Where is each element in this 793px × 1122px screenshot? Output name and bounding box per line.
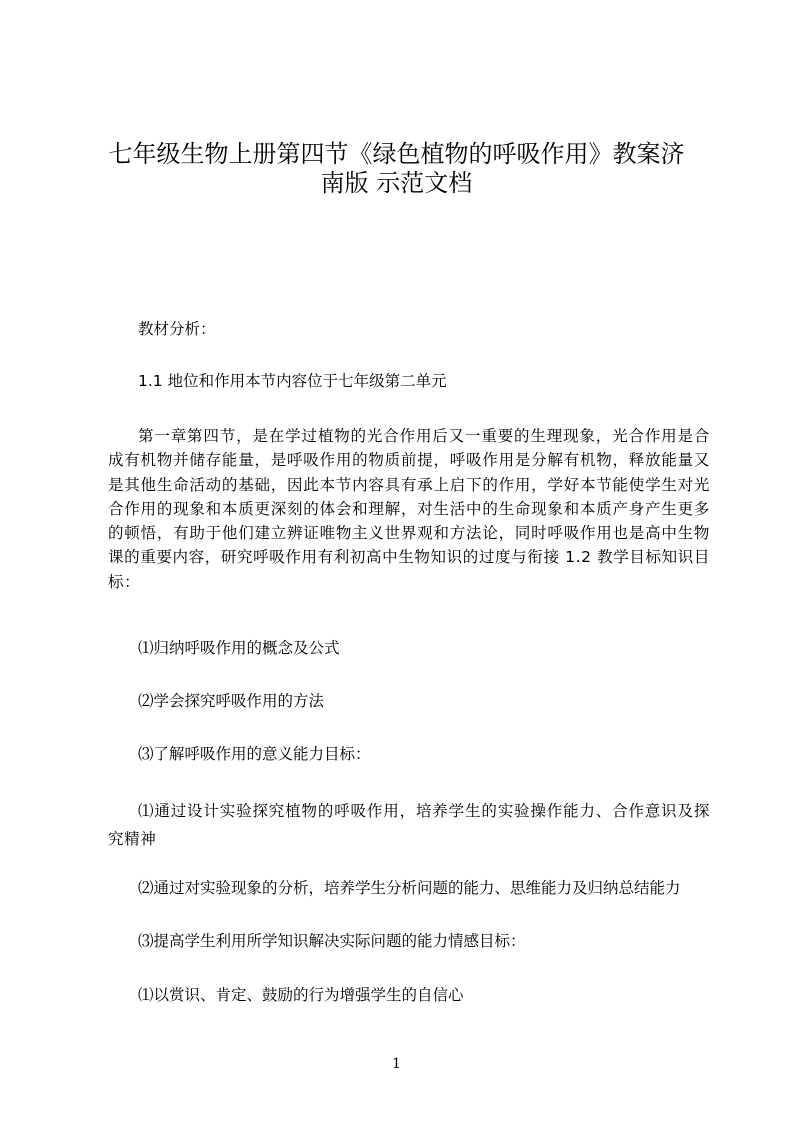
paragraph-body: 第一章第四节，是在学过植物的光合作用后又一重要的生理现象，光合作用是合成有机物并储存能量，是呼吸作用的物质前提，呼吸作用是分解有机物，释放能量又是其他生命活动的基础，因此本节内容具有承上启下的作用，学好本节能使学生对光合作用的现象和本质更深刻的体会和理解，对生活中的生命现象和本质产身产生更多的顿悟，有助于他们建立辨证唯物主义世界观和方法论，同时呼吸作用也是高中生物课的重要内容，研究呼吸作用有利初高中生物知识的过度与衔接 1.2 教学目标知识目标： <box>108 427 710 591</box>
list-item: ⑴归纳呼吸作用的概念及公式 <box>138 639 340 657</box>
title-line-2: 南版 示范文档 <box>320 169 473 197</box>
list-item: ⑶了解呼吸作用的意义能力目标： <box>138 745 371 763</box>
title-line-1: 七年级生物上册第四节《绿色植物的呼吸作用》教案济 <box>108 140 685 168</box>
list-item: ⑵学会探究呼吸作用的方法 <box>138 692 325 710</box>
section-heading: 教材分析： <box>138 320 216 338</box>
page-title <box>80 140 713 198</box>
page-number: 1 <box>392 1056 401 1072</box>
paragraph-position: 1.1 地位和作用本节内容位于七年级第二单元 <box>138 372 447 390</box>
list-item: ⑴以赏识、肯定、鼓励的行为增强学生的自信心 <box>138 986 464 1004</box>
list-item: ⑵通过对实验现象的分析，培养学生分析问题的能力、思维能力及归纳总结能力 <box>138 879 681 897</box>
list-item: ⑴通过设计实验探究植物的呼吸作用，培养学生的实验操作能力、合作意识及探究精神 <box>108 802 710 848</box>
list-item: ⑶提高学生利用所学知识解决实际问题的能力情感目标： <box>138 932 526 950</box>
